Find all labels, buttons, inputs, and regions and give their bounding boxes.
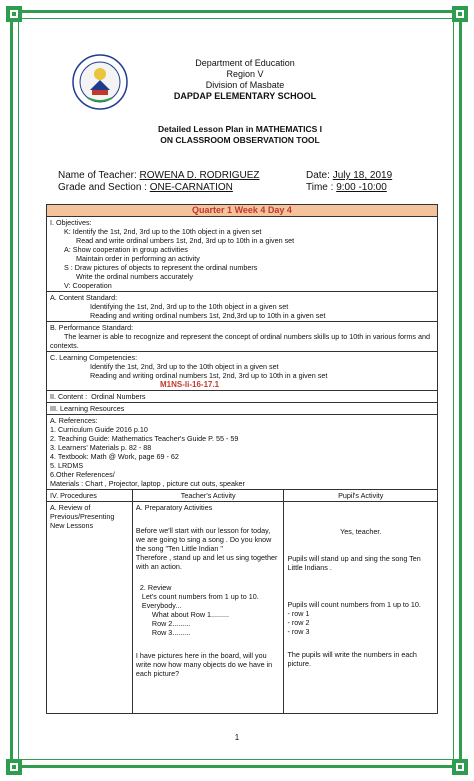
division-name: Division of Masbate: [205, 80, 285, 90]
content-standard-line2: Reading and writing ordinal numbers 1st, 2nd,3rd up to 10th in a given set: [90, 311, 326, 320]
teacher-line: Before we'll start with our lesson for today, we are going to sing a song . Do you know the song "Ten Little Indian ": [135, 526, 272, 553]
competencies-heading: C. Learning Competencies:: [50, 353, 138, 362]
quarter-row: [47, 205, 438, 217]
procedure-step: A. Review of Previous/Presenting New Lessons: [47, 502, 133, 714]
region-name: Region V: [226, 69, 264, 79]
reference-item: 4. Textbook: Math @ Work, page 69 - 62: [50, 452, 179, 461]
plan-subtitle: ON CLASSROOM OBSERVATION TOOL: [160, 135, 320, 145]
teacher-heading: A. Preparatory Activities: [135, 503, 213, 512]
grade-line: [58, 182, 233, 194]
k-label: K:: [64, 227, 71, 236]
pupil-line: - row 1: [287, 609, 310, 618]
pupil-line: - row 3: [287, 627, 310, 636]
teacher-line: Let's count numbers from 1 up to 10. Everybody...: [141, 592, 259, 610]
teacher-line: Row 3.........: [151, 628, 191, 637]
plan-title-block: [60, 124, 420, 146]
reference-item: 6.Other References/: [50, 470, 115, 479]
pupil-line: Yes, teacher.: [340, 527, 382, 536]
corner-ornament: [452, 759, 468, 775]
corner-ornament: [6, 6, 22, 22]
reference-item: 1. Curriculum Guide 2016 p.10: [50, 425, 148, 434]
content-standard-row: [47, 292, 438, 322]
date-label: Date:: [306, 170, 330, 181]
date-value: July 18, 2019: [332, 170, 393, 181]
corner-ornament: [452, 6, 468, 22]
objective-a1: Show cooperation in group activities: [72, 245, 188, 254]
objective-k1: Identify the 1st, 2nd, 3rd up to the 10th object in a given set: [72, 227, 262, 236]
teacher-line: I have pictures here in the board, will you write now how many objects do we have in each picture?: [135, 651, 273, 678]
s-label: S :: [64, 263, 73, 272]
reference-item: 3. Learners' Materials p. 82 - 88: [50, 443, 152, 452]
content-row: [47, 391, 438, 403]
grade-label: Grade and Section :: [58, 182, 147, 193]
objectives-heading: I. Objectives:: [50, 218, 92, 227]
resources-heading: III. Learning Resources: [47, 403, 438, 415]
department-name: Department of Education: [195, 58, 295, 68]
time-label: Time :: [306, 182, 334, 193]
performance-standard-row: [47, 322, 438, 352]
teacher-name-line: [58, 170, 260, 182]
content-label: II. Content :: [50, 392, 88, 401]
performance-standard-heading: B. Performance Standard:: [50, 323, 134, 332]
references-row: [47, 415, 438, 490]
a-label: A:: [64, 245, 71, 254]
teacher-col-header: Teacher's Activity: [132, 490, 284, 502]
pupil-activity-cell: [284, 502, 438, 714]
objective-s2: Write the ordinal numbers accurately: [76, 272, 193, 281]
pupil-line: Pupils will stand up and sing the song Ten Little Indians .: [287, 554, 421, 572]
objectives-row: [47, 217, 438, 292]
page-number: 1: [234, 733, 240, 742]
lesson-plan-table: [46, 204, 438, 714]
pupil-col-header: Pupil's Activity: [284, 490, 438, 502]
competency-code: M1NS-Ii-16-17.1: [160, 380, 220, 389]
teacher-line: What about Row 1.........: [151, 610, 230, 619]
time-value: 9:00 -10:00: [336, 182, 387, 193]
pupil-line: Pupils will count numbers from 1 up to 10.: [287, 600, 421, 609]
procedures-col-header: IV. Procedures: [47, 490, 133, 502]
v-label: V:: [64, 281, 71, 290]
performance-standard-text: The learner is able to recognize and represent the concept of ordinal numbers skills up to 10th in various forms and contexts.: [50, 332, 430, 350]
objective-v1: Cooperation: [72, 281, 112, 290]
grade-value: ONE-CARNATION: [149, 182, 233, 193]
references-heading: A. References:: [50, 416, 98, 425]
teacher-line: Row 2.........: [151, 619, 191, 628]
objective-a2: Maintain order in performing an activity: [76, 254, 200, 263]
pupil-line: - row 2: [287, 618, 310, 627]
reference-item: Materials : Chart , Projector, laptop , picture cut outs, speaker: [50, 479, 245, 488]
competency-line2: Reading and writing ordinal numbers 1st, 2nd, 3rd up to 10th in a given set: [90, 371, 328, 380]
content-standard-line1: Identifying the 1st, 2nd, 3rd up to the 10th object in a given set: [90, 302, 289, 311]
letterhead: [120, 58, 370, 102]
quarter-label: Quarter 1 Week 4 Day 4: [47, 205, 438, 217]
objective-k2: Read and write ordinal umbers 1st, 2nd, 3rd up to 10th in a given set: [76, 236, 295, 245]
content-standard-heading: A. Content Standard:: [50, 293, 118, 302]
teacher-line: 2. Review: [139, 583, 172, 592]
corner-ornament: [6, 759, 22, 775]
competency-line1: Identify the 1st, 2nd, 3rd up to the 10th object in a given set: [90, 362, 279, 371]
competencies-row: [47, 352, 438, 391]
content-value: Ordinal Numbers: [91, 392, 146, 401]
reference-item: 5. LRDMS: [50, 461, 84, 470]
objective-s1: Draw pictures of objects to represent the ordinal numbers: [74, 263, 258, 272]
teacher-line: Therefore , stand up and let us sing together with an action.: [135, 553, 278, 571]
date-line: [306, 170, 392, 182]
procedure-row: [47, 502, 438, 714]
teacher-name: ROWENA D. RODRIGUEZ: [139, 170, 260, 181]
school-name: DAPDAP ELEMENTARY SCHOOL: [173, 91, 317, 101]
reference-item: 2. Teaching Guide: Mathematics Teacher's Guide P. 55 - 59: [50, 434, 239, 443]
teacher-activity-cell: [132, 502, 284, 714]
procedures-header-row: [47, 490, 438, 502]
pupil-line: The pupils will write the numbers in each picture.: [287, 650, 417, 668]
time-line: [306, 182, 387, 194]
teacher-label: Name of Teacher:: [58, 170, 137, 181]
resources-heading-row: [47, 403, 438, 415]
plan-title: Detailed Lesson Plan in MATHEMATICS I: [157, 124, 323, 134]
